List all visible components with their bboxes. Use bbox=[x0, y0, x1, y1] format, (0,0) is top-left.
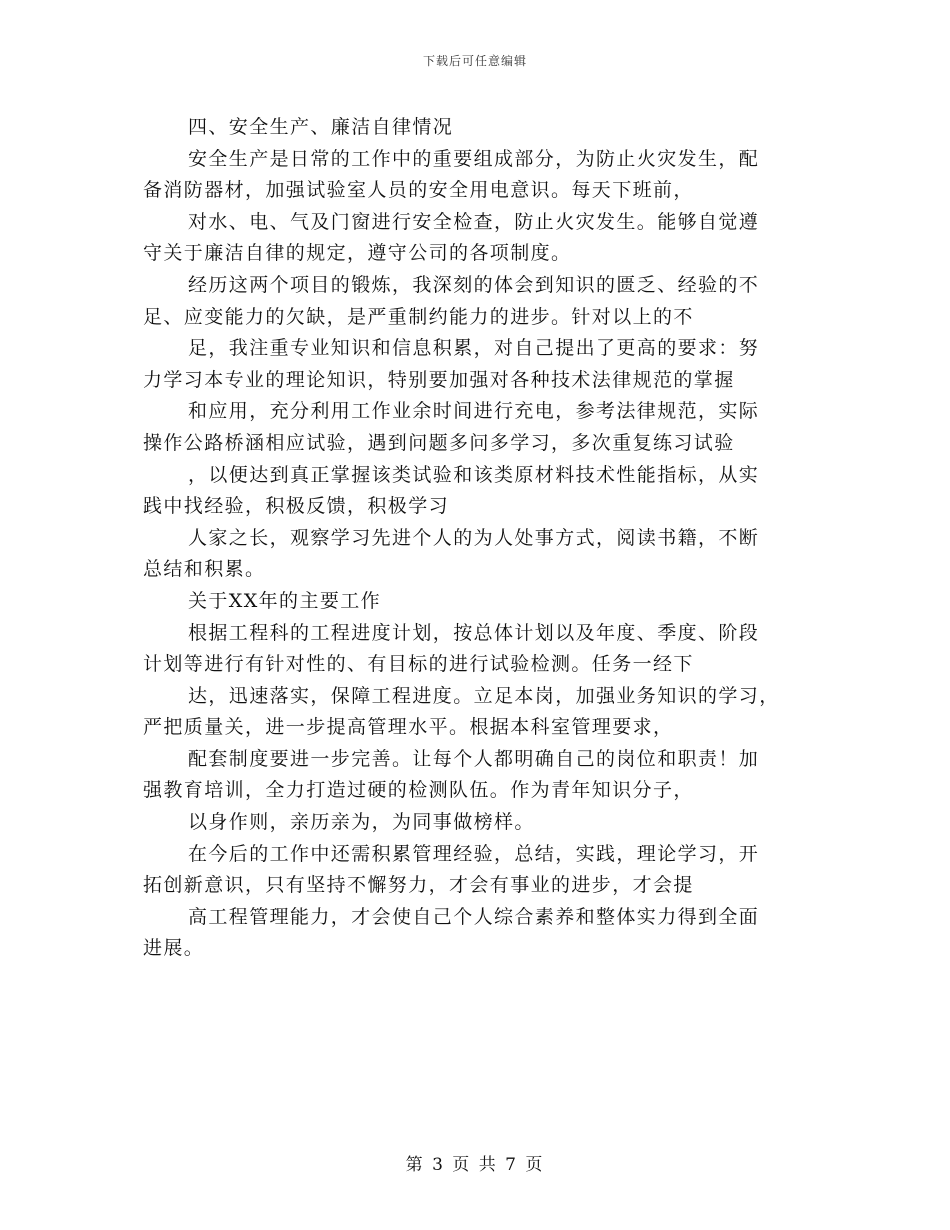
text-line: 安全生产是日常的工作中的重要组成部分，为防止火灾发生，配 bbox=[188, 147, 760, 170]
text-line: 关于XX年的主要工作 bbox=[188, 589, 382, 612]
text-line: 人家之长，观察学习先进个人的为人处事方式，阅读书籍，不断 bbox=[188, 526, 760, 549]
text-line: 强教育培训，全力打造过硬的检测队伍。作为青年知识分子， bbox=[143, 779, 694, 802]
text-line: 配套制度要进一步完善。让每个人都明确自己的岗位和职责！加 bbox=[188, 747, 760, 770]
text-line: 足、应变能力的欠缺，是严重制约能力的进步。针对以上的不 bbox=[143, 305, 694, 328]
page-number-footer: 第 3 页 共 7 页 bbox=[405, 1155, 545, 1175]
text-line: 四、安全生产、廉洁自律情况 bbox=[188, 116, 454, 138]
text-line: 足，我注重专业知识和信息积累，对自己提出了更高的要求：努 bbox=[188, 337, 760, 360]
text-line: 以身作则，亲历亲为，为同事做榜样。 bbox=[188, 811, 535, 834]
text-line: 拓创新意识，只有坚持不懈努力，才会有事业的进步，才会提 bbox=[143, 874, 694, 897]
text-line: 根据工程科的工程进度计划，按总体计划以及年度、季度、阶段 bbox=[188, 621, 760, 644]
text-line: 守关于廉洁自律的规定，遵守公司的各项制度。 bbox=[143, 242, 572, 265]
text-line: 高工程管理能力，才会使自己个人综合素养和整体实力得到全面 bbox=[188, 905, 760, 928]
text-line: 操作公路桥涵相应试验，遇到问题多问多学习，多次重复练习试验 bbox=[143, 431, 735, 454]
text-line: 经历这两个项目的锻炼，我深刻的体会到知识的匮乏、经验的不 bbox=[188, 273, 760, 296]
text-line: ，以便达到真正掌握该类试验和该类原材料技术性能指标，从实 bbox=[188, 463, 760, 486]
text-line: 践中找经验，积极反馈，积极学习 bbox=[143, 495, 450, 518]
text-line: 进展。 bbox=[143, 937, 205, 960]
document-body bbox=[143, 112, 803, 965]
text-line: 和应用，充分利用工作业余时间进行充电，参考法律规范，实际 bbox=[188, 400, 760, 423]
text-line: 在今后的工作中还需积累管理经验，总结，实践，理论学习，开 bbox=[188, 842, 760, 865]
text-line: 计划等进行有针对性的、有目标的进行试验检测。任务一经下 bbox=[143, 653, 694, 676]
text-line: 达，迅速落实，保障工程进度。立足本岗，加强业务知识的学习， bbox=[188, 684, 780, 707]
text-line: 严把质量关，进一步提高管理水平。根据本科室管理要求， bbox=[143, 716, 674, 739]
text-line: 总结和积累。 bbox=[143, 558, 266, 581]
page-header: 下载后可任意编辑 bbox=[422, 54, 527, 68]
text-line: 备消防器材，加强试验室人员的安全用电意识。每天下班前， bbox=[143, 179, 694, 202]
text-line: 力学习本专业的理论知识，特别要加强对各种技术法律规范的掌握 bbox=[143, 368, 735, 391]
text-line: 对水、电、气及门窗进行安全检查，防止火灾发生。能够自觉遵 bbox=[188, 210, 760, 233]
